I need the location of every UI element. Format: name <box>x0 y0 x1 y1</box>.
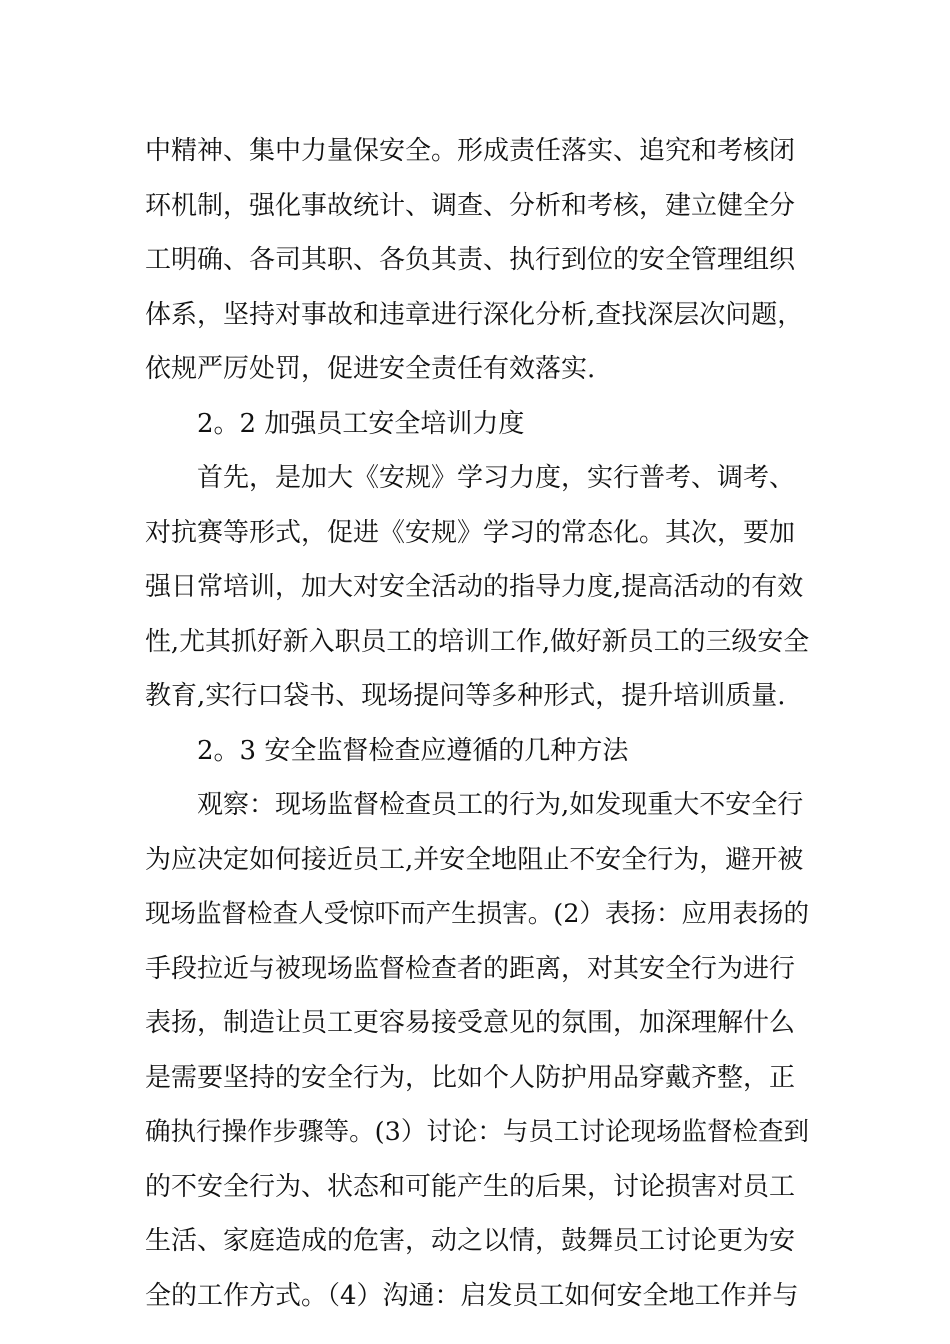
text-line: 为应决定如何接近员工,并安全地阻止不安全行为，避开被 <box>145 844 804 875</box>
body-text <box>145 124 810 1323</box>
text-line: 是需要坚持的安全行为，比如个人防护用品穿戴齐整，正 <box>145 1062 796 1093</box>
text-line: 体系，坚持对事故和违章进行深化分析,查找深层次问题， <box>145 299 804 330</box>
text-line: 环机制，强化事故统计、调查、分析和考核，建立健全分 <box>145 190 796 221</box>
text-line: 观察：现场监督检查员工的行为,如发现重大不安全行 <box>197 790 804 820</box>
text-line: 性,尤其抓好新入职员工的培训工作,做好新员工的三级安全 <box>145 626 810 657</box>
text-line: 生活、家庭造成的危害，动之以情，鼓舞员工讨论更为安 <box>145 1226 796 1256</box>
text-line: 的不安全行为、状态和可能产生的后果，讨论损害对员工 <box>145 1171 796 1202</box>
text-line: 2。2 加强员工安全培训力度 <box>197 408 525 439</box>
text-line: 依规严厉处罚，促进安全责任有效落实. <box>145 354 596 384</box>
text-line: 工明确、各司其职、各负其责、执行到位的安全管理组织 <box>145 245 796 275</box>
text-line: 现场监督检查人受惊吓而产生损害。(2）表扬：应用表扬的 <box>145 899 810 929</box>
text-line: 教育,实行口袋书、现场提问等多种形式，提升培训质量. <box>145 681 786 711</box>
text-line: 中精神、集中力量保安全。形成责任落实、追究和考核闭 <box>145 136 796 166</box>
text-line: 对抗赛等形式，促进《安规》学习的常态化。其次，要加 <box>145 517 796 548</box>
text-line: 全的工作方式。（4）沟通：启发员工如何安全地工作并与 <box>145 1280 799 1311</box>
text-line: 2。3 安全监督检查应遵循的几种方法 <box>197 735 629 766</box>
text-line: 确执行操作步骤等。(3）讨论：与员工讨论现场监督检查到 <box>145 1117 810 1147</box>
text-line: 表扬，制造让员工更容易接受意见的氛围，加深理解什么 <box>145 1008 796 1038</box>
text-line: 手段拉近与被现场监督检查者的距离，对其安全行为进行 <box>145 953 796 984</box>
text-line: 强日常培训，加大对安全活动的指导力度,提高活动的有效 <box>145 572 804 602</box>
text-line: 首先，是加大《安规》学习力度，实行普考、调考、 <box>197 463 796 493</box>
